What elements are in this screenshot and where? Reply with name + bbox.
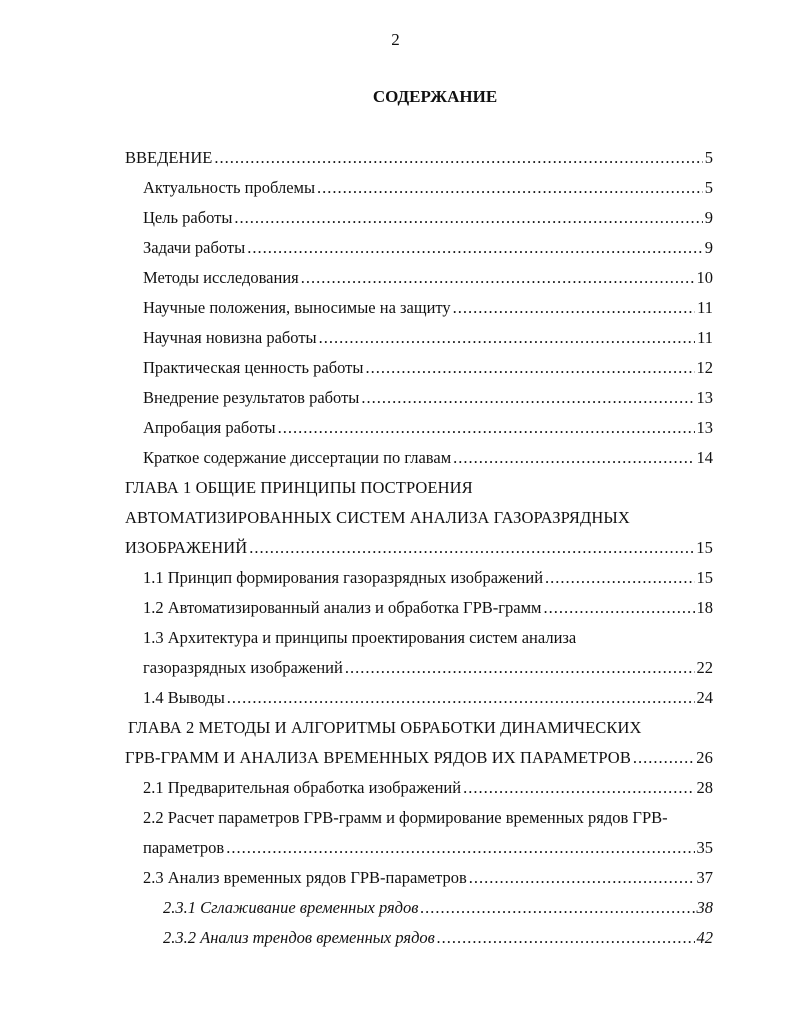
toc-entry-page: 9 xyxy=(704,238,713,257)
toc-entry-page: 18 xyxy=(696,598,713,617)
toc-title: СОДЕРЖАНИЕ xyxy=(372,87,498,106)
leader-dots xyxy=(317,173,703,203)
toc-entry-page: 5 xyxy=(704,178,713,197)
toc-entry-label: 2.3.1 Сглаживание временных рядов xyxy=(163,898,419,917)
toc-entry-page: 15 xyxy=(696,568,713,587)
toc-entry-label: Научная новизна работы xyxy=(143,328,317,347)
leader-dots xyxy=(633,743,694,773)
toc-entry-label: 1.2 Автоматизированный анализ и обработка ГРВ-грамм xyxy=(143,598,542,617)
toc-entry-label: Актуальность проблемы xyxy=(143,178,316,197)
toc-entry-relevance[interactable] xyxy=(143,173,713,203)
toc-entry-label: газоразрядных изображений xyxy=(143,658,343,677)
toc-entry-page: 26 xyxy=(696,748,713,767)
toc-entry-2-3[interactable] xyxy=(143,863,713,893)
toc-entry-page: 11 xyxy=(697,328,713,347)
toc-entry-approbation[interactable] xyxy=(143,413,713,443)
leader-dots xyxy=(345,653,695,683)
toc-entry-2-2-line-2[interactable] xyxy=(143,833,713,863)
leader-dots xyxy=(226,833,694,863)
toc-entry-page: 13 xyxy=(696,388,713,407)
toc-entry-label: 1.3 Архитектура и принципы проектирования систем анализа xyxy=(143,628,577,647)
toc-entry-page: 22 xyxy=(696,658,713,677)
toc-entry-page: 11 xyxy=(697,298,713,317)
leader-dots xyxy=(249,533,694,563)
leader-dots xyxy=(469,863,695,893)
leader-dots xyxy=(361,383,694,413)
leader-dots xyxy=(545,563,694,593)
leader-dots xyxy=(247,233,703,263)
toc-entry-label: Научные положения, выносимые на защиту xyxy=(143,298,451,317)
leader-dots xyxy=(463,773,694,803)
toc-entry-label: ГРВ-ГРАММ И АНАЛИЗА ВРЕМЕННЫХ РЯДОВ ИХ ПАРАМЕТРОВ xyxy=(125,748,631,767)
leader-dots xyxy=(234,203,702,233)
toc-entry-label: ИЗОБРАЖЕНИЙ xyxy=(125,538,248,557)
toc-entry-page: 9 xyxy=(704,208,713,227)
leader-dots xyxy=(453,293,695,323)
toc-chapter-1-line-1[interactable] xyxy=(125,473,713,503)
toc-entry-page: 28 xyxy=(696,778,713,797)
toc-entry-label: 2.1 Предварительная обработка изображений xyxy=(143,778,462,797)
leader-dots xyxy=(365,353,694,383)
toc-entry-label: 1.4 Выводы xyxy=(143,688,225,707)
toc-entry-tasks[interactable] xyxy=(143,233,713,263)
leader-dots xyxy=(278,413,695,443)
toc-entry-introduction[interactable] xyxy=(125,143,713,173)
leader-dots xyxy=(453,443,694,473)
toc-entry-page: 10 xyxy=(696,268,713,287)
toc-entry-1-3-line-2[interactable] xyxy=(143,653,713,683)
toc-entry-1-4[interactable] xyxy=(143,683,713,713)
toc-entry-1-2[interactable] xyxy=(143,593,713,623)
toc-entry-page: 24 xyxy=(696,688,713,707)
toc-entry-label: ГЛАВА 1 ОБЩИЕ ПРИНЦИПЫ ПОСТРОЕНИЯ xyxy=(125,478,473,497)
toc-entry-label: ВВЕДЕНИЕ xyxy=(125,148,213,167)
toc-entry-label: 2.3 Анализ временных рядов ГРВ-параметров xyxy=(143,868,467,887)
leader-dots xyxy=(420,893,694,923)
toc-entry-page: 42 xyxy=(696,928,713,947)
leader-dots xyxy=(319,323,695,353)
leader-dots xyxy=(543,593,694,623)
toc-entry-label: Практическая ценность работы xyxy=(143,358,364,377)
toc-entry-methods[interactable] xyxy=(143,263,713,293)
toc-entry-2-2-line-1[interactable] xyxy=(143,803,713,833)
toc-entry-page: 38 xyxy=(696,898,713,917)
toc-entry-summary[interactable] xyxy=(143,443,713,473)
toc-chapter-2-line-1[interactable] xyxy=(128,713,716,743)
toc-entry-page: 5 xyxy=(704,148,713,167)
toc-entry-2-3-1[interactable] xyxy=(163,893,713,923)
toc-entry-novelty[interactable] xyxy=(143,323,713,353)
toc-entry-label: 2.3.2 Анализ трендов временных рядов xyxy=(163,928,435,947)
toc-entry-label: параметров xyxy=(143,838,225,857)
toc-entry-label: 1.1 Принцип формирования газоразрядных изображений xyxy=(143,568,544,587)
toc-entry-page: 35 xyxy=(696,838,713,857)
leader-dots xyxy=(301,263,695,293)
toc-entry-label: Апробация работы xyxy=(143,418,276,437)
toc-entry-label: АВТОМАТИЗИРОВАННЫХ СИСТЕМ АНАЛИЗА ГАЗОРАЗРЯДНЫХ xyxy=(125,508,630,527)
toc-entry-2-1[interactable] xyxy=(143,773,713,803)
toc-entry-2-3-2[interactable] xyxy=(163,923,713,953)
toc-entry-implementation[interactable] xyxy=(143,383,713,413)
toc-chapter-1-line-2[interactable] xyxy=(125,503,713,533)
toc-entry-1-3-line-1[interactable] xyxy=(143,623,713,653)
leader-dots xyxy=(227,683,695,713)
toc-entry-label: ГЛАВА 2 МЕТОДЫ И АЛГОРИТМЫ ОБРАБОТКИ ДИНАМИЧЕСКИХ xyxy=(128,718,642,737)
page-number: 2 xyxy=(391,30,400,49)
toc-entry-defended-provisions[interactable] xyxy=(143,293,713,323)
toc-entry-practical-value[interactable] xyxy=(143,353,713,383)
toc-entry-page: 12 xyxy=(696,358,713,377)
toc-entry-label: Внедрение результатов работы xyxy=(143,388,360,407)
toc-entry-page: 15 xyxy=(696,538,713,557)
toc-entry-1-1[interactable] xyxy=(143,563,713,593)
toc-entry-label: Цель работы xyxy=(143,208,233,227)
leader-dots xyxy=(437,923,695,953)
leader-dots xyxy=(214,143,702,173)
toc-entry-label: Задачи работы xyxy=(143,238,246,257)
toc-entry-page: 37 xyxy=(696,868,713,887)
toc-entry-label: Краткое содержание диссертации по главам xyxy=(143,448,452,467)
toc-entry-label: Методы исследования xyxy=(143,268,299,287)
toc-entry-label: 2.2 Расчет параметров ГРВ-грамм и формирование временных рядов ГРВ- xyxy=(143,808,668,827)
toc-entry-page: 13 xyxy=(696,418,713,437)
toc-chapter-2-line-2[interactable] xyxy=(125,743,713,773)
toc-entry-page: 14 xyxy=(696,448,713,467)
toc-chapter-1-line-3[interactable] xyxy=(125,533,713,563)
toc-entry-goal[interactable] xyxy=(143,203,713,233)
